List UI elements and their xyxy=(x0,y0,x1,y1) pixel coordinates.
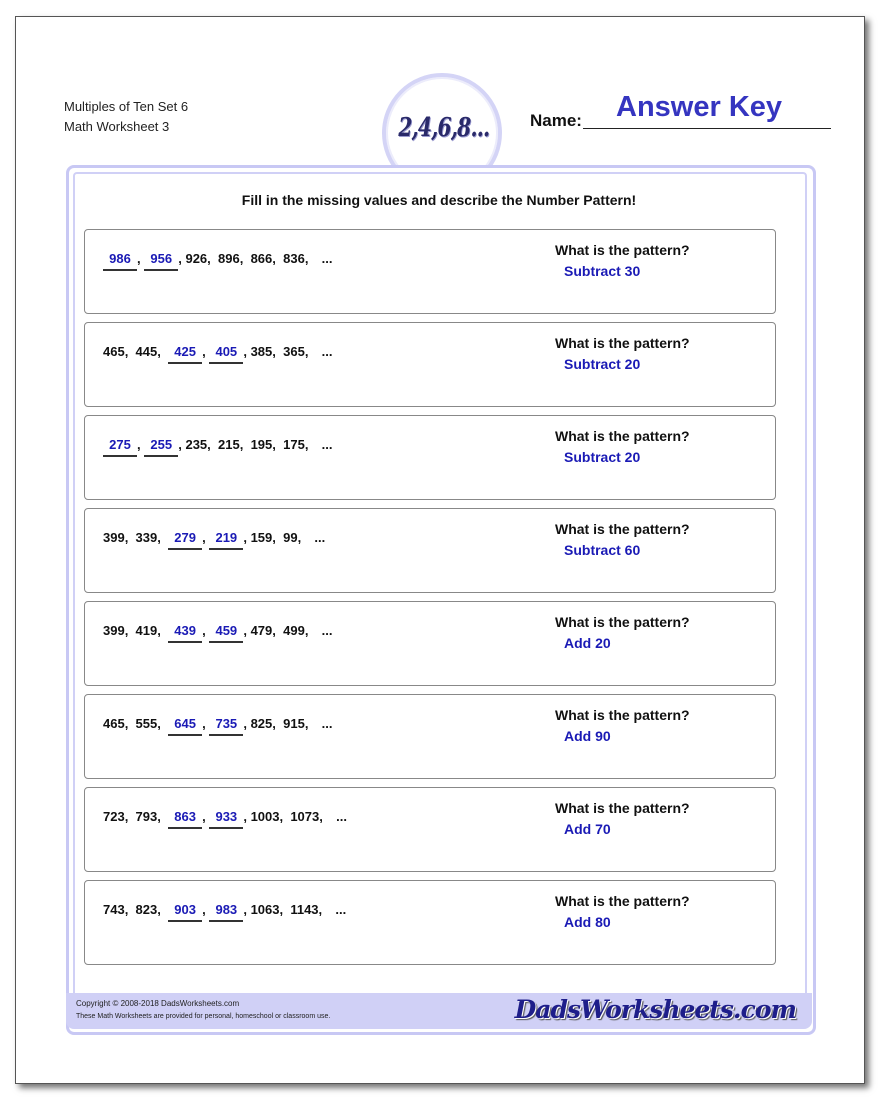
pattern-answer[interactable]: Subtract 30 xyxy=(564,263,641,279)
separator: , xyxy=(239,251,251,266)
separator: , xyxy=(178,437,186,452)
sequence-number: 1063 xyxy=(250,902,280,917)
sequence-number: 215 xyxy=(218,437,240,452)
problem-row xyxy=(84,880,776,965)
sequence-ellipsis: ... xyxy=(336,809,347,824)
number-sequence xyxy=(103,623,333,643)
pattern-answer[interactable]: Subtract 20 xyxy=(564,356,641,372)
answer-blank[interactable]: 439 xyxy=(168,623,202,643)
problem-row xyxy=(84,229,776,314)
answer-blank[interactable]: 279 xyxy=(168,530,202,550)
instructions: Fill in the missing values and describe the Number Pattern! xyxy=(241,192,637,208)
number-sequence xyxy=(103,437,333,457)
sequence-number: 926 xyxy=(185,251,208,266)
separator: , xyxy=(202,530,210,545)
sequence-number: 896 xyxy=(218,251,240,266)
separator: , xyxy=(297,530,309,545)
pattern-question: What is the pattern? xyxy=(555,800,690,816)
answer-blank[interactable]: 459 xyxy=(209,623,243,643)
sequence-number: 235 xyxy=(185,437,208,452)
sequence-number: 465 xyxy=(103,344,125,359)
answer-blank[interactable]: 983 xyxy=(209,902,243,922)
separator: , xyxy=(137,251,145,266)
separator: , xyxy=(157,344,169,359)
separator: , xyxy=(239,437,251,452)
sequence-number: 866 xyxy=(250,251,273,266)
number-sequence xyxy=(103,902,346,922)
pattern-question: What is the pattern? xyxy=(555,614,690,630)
problem-row xyxy=(84,601,776,686)
separator: , xyxy=(272,530,284,545)
pattern-question: What is the pattern? xyxy=(555,335,690,351)
sequence-number: 445 xyxy=(135,344,158,359)
separator: , xyxy=(304,716,316,731)
footer xyxy=(66,993,812,1029)
number-sequence xyxy=(103,809,347,829)
separator: , xyxy=(272,716,284,731)
pattern-answer[interactable]: Subtract 20 xyxy=(564,449,641,465)
separator: , xyxy=(157,902,169,917)
sequence-number: 399 xyxy=(103,623,125,638)
separator: , xyxy=(157,809,169,824)
separator: , xyxy=(304,437,316,452)
number-sequence xyxy=(103,530,325,550)
sequence-number: 555 xyxy=(135,716,158,731)
separator: , xyxy=(124,902,136,917)
pattern-question: What is the pattern? xyxy=(555,428,690,444)
separator: , xyxy=(243,716,251,731)
sequence-number: 339 xyxy=(135,530,158,545)
sequence-number: 99 xyxy=(283,530,298,545)
separator: , xyxy=(124,716,136,731)
separator: , xyxy=(207,437,219,452)
pattern-answer[interactable]: Subtract 60 xyxy=(564,542,641,558)
separator: , xyxy=(243,530,251,545)
problem-row xyxy=(84,694,776,779)
separator: , xyxy=(124,344,136,359)
problem-row xyxy=(84,415,776,500)
pattern-answer[interactable]: Add 70 xyxy=(564,821,611,837)
sequence-number: 1003 xyxy=(250,809,280,824)
answer-blank[interactable]: 275 xyxy=(103,437,137,457)
answer-key-label: Answer Key xyxy=(616,91,783,123)
sequence-number: 399 xyxy=(103,530,125,545)
sequence-ellipsis: ... xyxy=(321,623,333,638)
problem-row xyxy=(84,787,776,872)
separator: , xyxy=(279,809,291,824)
number-sequence xyxy=(103,716,333,736)
sequence-number: 385 xyxy=(250,344,273,359)
name-line xyxy=(583,128,831,129)
sequence-number: 793 xyxy=(135,809,158,824)
answer-blank[interactable]: 735 xyxy=(209,716,243,736)
worksheet-subtitle: Math Worksheet 3 xyxy=(64,119,170,134)
separator: , xyxy=(318,902,330,917)
separator: , xyxy=(243,623,251,638)
separator: , xyxy=(157,530,169,545)
sequence-number: 175 xyxy=(283,437,305,452)
separator: , xyxy=(272,437,284,452)
separator: , xyxy=(319,809,331,824)
answer-blank[interactable]: 425 xyxy=(168,344,202,364)
sequence-number: 419 xyxy=(135,623,158,638)
sequence-ellipsis: ... xyxy=(321,716,333,731)
separator: , xyxy=(124,623,136,638)
separator: , xyxy=(272,344,284,359)
problem-row xyxy=(84,508,776,593)
worksheet-title: Multiples of Ten Set 6 xyxy=(64,99,189,114)
sequence-number: 195 xyxy=(250,437,273,452)
separator: , xyxy=(137,437,145,452)
sequence-ellipsis: ... xyxy=(321,437,333,452)
pattern-answer[interactable]: Add 80 xyxy=(564,914,611,930)
separator: , xyxy=(202,809,210,824)
separator: , xyxy=(178,251,186,266)
sequence-number: 825 xyxy=(250,716,273,731)
sequence-number: 465 xyxy=(103,716,125,731)
answer-blank[interactable]: 903 xyxy=(168,902,202,922)
sequence-number: 365 xyxy=(283,344,305,359)
sequence-ellipsis: ... xyxy=(314,530,326,545)
sequence-number: 743 xyxy=(103,902,125,917)
separator: , xyxy=(202,716,210,731)
answer-blank[interactable]: 405 xyxy=(209,344,243,364)
pattern-question: What is the pattern? xyxy=(555,707,690,723)
sequence-number: 499 xyxy=(283,623,305,638)
answer-blank[interactable]: 933 xyxy=(209,809,243,829)
sequence-number: 823 xyxy=(135,902,158,917)
brand-logo: DadsWorksheets.com xyxy=(514,995,796,1024)
answer-blank[interactable]: 219 xyxy=(209,530,243,550)
answer-blank[interactable]: 956 xyxy=(144,251,178,271)
pattern-question: What is the pattern? xyxy=(555,893,690,909)
name-label: Name: xyxy=(530,111,582,130)
separator: , xyxy=(243,809,251,824)
number-sequence xyxy=(103,344,333,364)
separator: , xyxy=(124,809,136,824)
separator: , xyxy=(304,344,316,359)
pattern-answer[interactable]: Add 20 xyxy=(564,635,611,651)
separator: , xyxy=(157,716,169,731)
separator: , xyxy=(272,623,284,638)
answer-blank[interactable]: 645 xyxy=(168,716,202,736)
separator: , xyxy=(272,251,284,266)
separator: , xyxy=(279,902,291,917)
answer-blank[interactable]: 986 xyxy=(103,251,137,271)
usage-notice: These Math Worksheets are provided for personal, homeschool or classroom use. xyxy=(76,1013,331,1020)
separator: , xyxy=(124,530,136,545)
separator: , xyxy=(157,623,169,638)
worksheet-meta xyxy=(64,97,188,137)
sequence-number: 479 xyxy=(250,623,273,638)
logo-text: 2,4,6,8... xyxy=(398,113,490,143)
sequence-number: 1073 xyxy=(290,809,320,824)
problem-row xyxy=(84,322,776,407)
sequence-ellipsis: ... xyxy=(321,344,333,359)
sequence-number: 723 xyxy=(103,809,125,824)
pattern-question: What is the pattern? xyxy=(555,242,690,258)
number-sequence xyxy=(103,251,333,271)
separator: , xyxy=(207,251,219,266)
copyright-text: Copyright © 2008-2018 DadsWorksheets.com xyxy=(76,999,240,1008)
worksheet-page xyxy=(15,16,865,1084)
separator: , xyxy=(304,251,316,266)
sequence-ellipsis: ... xyxy=(321,251,333,266)
pattern-question: What is the pattern? xyxy=(555,521,690,537)
separator: , xyxy=(202,902,210,917)
sequence-number: 915 xyxy=(283,716,305,731)
pattern-answer[interactable]: Add 90 xyxy=(564,728,611,744)
sequence-number: 836 xyxy=(283,251,305,266)
separator: , xyxy=(202,623,210,638)
separator: , xyxy=(243,902,251,917)
separator: , xyxy=(304,623,316,638)
answer-blank[interactable]: 255 xyxy=(144,437,178,457)
answer-blank[interactable]: 863 xyxy=(168,809,202,829)
separator: , xyxy=(202,344,210,359)
sequence-number: 1143 xyxy=(290,902,319,917)
sequence-ellipsis: ... xyxy=(335,902,347,917)
separator: , xyxy=(243,344,251,359)
sequence-number: 159 xyxy=(250,530,273,545)
